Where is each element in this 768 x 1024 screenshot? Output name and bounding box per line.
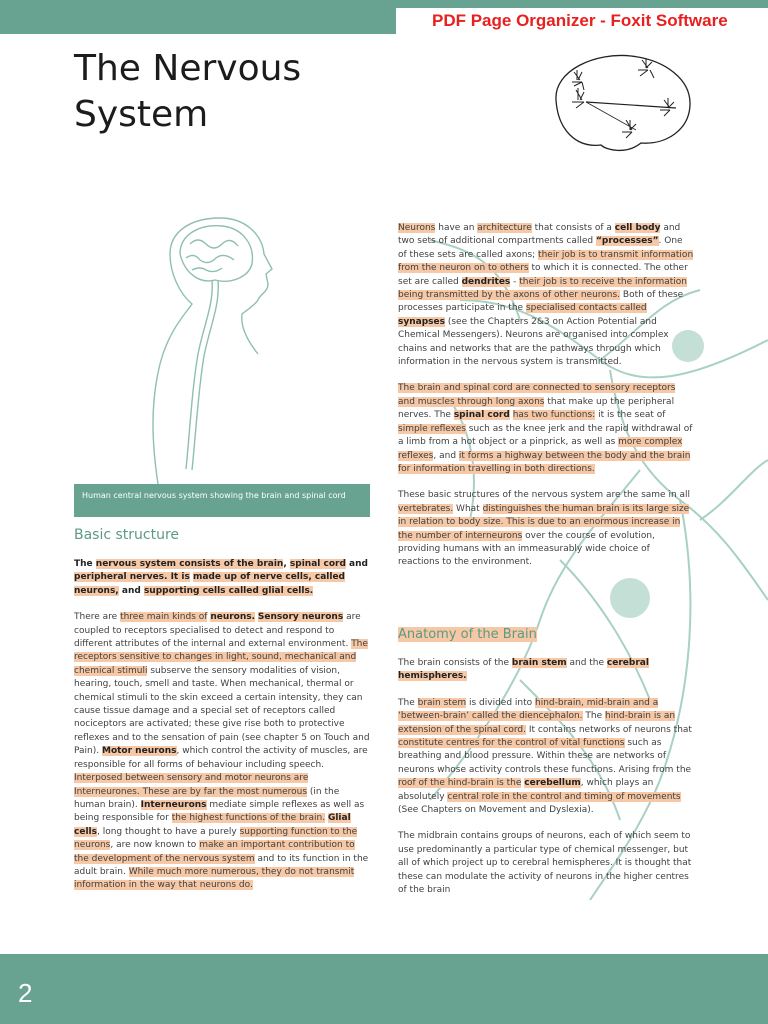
brain-neurons-icon [546,50,696,160]
figure-caption: Human central nervous system showing the brain and spinal cord [74,484,370,517]
text-run: brain stem [417,697,467,708]
text-run: The [398,697,418,708]
text-run: have an [435,223,478,233]
text-run: (See Chapters on Movement and Dyslexia). [398,805,594,816]
title-line-1: The Nervous [74,48,302,89]
text-run: hind-brain, mid-brain and a ‘between-brain’ called the diencephalon. [398,697,659,722]
text-run: Interneurons [140,799,207,810]
text-run: over the course of evolution, providing humans with an immeasurably wide choice of reactions to the environment. [398,530,655,568]
text-run: such as breathing and blood pressure. Within these are networks of neurons whose activity controls these functions. Arising from the [398,738,692,775]
text-run: The midbrain contains groups of neurons, each of which seem to use predominantly a particular type of chemical messenger, but all of which project up to cerebral hemispheres. It is thought that these can modulate the activity of neurons in the higher centres of the brain [398,831,692,896]
text-run: vertebrates. [398,503,454,514]
cell-dot-2 [610,578,650,618]
text-run: spinal cord [453,410,510,421]
heading-basic-structure: Basic structure [74,527,180,543]
text-run: to which it is connected. The other set are called [398,263,688,287]
text-run: The brain and spinal cord are connected to sensory receptors and muscles through long axons [398,383,676,407]
text-run: their job is to transmit information from the neuron on to others [398,249,694,274]
text-run: peripheral nerves. It is [74,572,190,583]
text-run: cerebellum [524,778,581,789]
text-run: Both of these processes participate in the [398,290,684,314]
text-run: cerebral hemispheres. [398,658,649,682]
text-run: , which plays an absolutely [398,778,654,802]
text-run: synapses [398,316,445,327]
right-paragraph-4 [398,657,694,684]
text-run: - [510,276,520,287]
text-run: , [283,559,290,569]
text-run: , are now known to [110,840,200,851]
text-run: Motor neurons [101,746,177,757]
right-paragraph-1 [398,222,694,369]
text-run: constitute centres for the control of vital functions [398,738,625,749]
right-column-top [398,222,694,583]
text-run: While much more numerous, they do not transmit information in the way that neurons do. [74,866,355,891]
top-bar [0,0,768,34]
text-run: , and [433,450,459,461]
text-run: specialised contacts called [525,303,647,314]
text-run: neurons. [210,612,256,623]
text-run: Sensory neurons [257,612,344,623]
text-run: . One of these sets are called axons; [398,236,683,260]
text-run: The brain consists of the [398,658,512,668]
text-run: , which control the activity of muscles, are responsible for all forms of behaviour including speech. [74,746,368,770]
text-run: that consists of a [531,223,615,233]
text-run: simple reflexes [398,423,466,434]
text-run: The receptors sensitive to changes in light, sound, mechanical and chemical stimuli [74,639,368,676]
title-line-2: System [74,94,209,135]
right-paragraph-5 [398,697,694,818]
text-run: supporting function to the neurons [74,826,358,851]
right-paragraph-6 [398,830,694,897]
text-run: nervous system consists of the brain [95,559,284,569]
text-run: make an important contribution to the development of the nervous system [74,840,355,864]
right-paragraph-2 [398,382,694,476]
text-run: it is the seat of [595,410,666,421]
left-paragraph-2 [74,611,370,893]
text-run: “processes” [596,236,659,247]
text-run: and the [566,658,607,668]
text-run: (see the Chapters 2&3 on Action Potential and Chemical Messengers). Neurons are organised into complex chains and networks that are the pathways through which information in the nervous system is transmitted. [398,316,669,368]
text-run: Interposed between sensory and motor neurons are Interneurones. These are by far the most numerous [74,773,309,797]
text-run: Neurons [398,223,436,233]
text-run: brain stem [511,658,567,668]
page-title [74,46,334,138]
text-run: has two functions: [512,410,596,421]
text-run: mediate simple reflexes as well as being responsible for [74,799,365,824]
text-run: more complex reflexes [398,437,683,461]
text-run: is divided into [466,697,536,708]
left-column [74,558,370,906]
text-run: , long thought to have a purely [96,826,240,837]
text-run: made up of nerve cells, called neurons, [74,572,345,596]
text-run: The [582,711,605,722]
text-run: The [74,559,96,569]
text-run: architecture [477,223,532,233]
text-run: It contains networks of neurons that [525,724,692,735]
text-run: three main kinds of [120,612,208,623]
text-run: and [345,559,368,569]
text-run: cell body [614,223,661,233]
text-run: dendrites [461,276,511,287]
text-run: supporting cells called glial cells. [143,585,314,596]
text-run: it forms a highway between the body and the brain for information travelling in both directions. [398,450,691,474]
text-run: distinguishes the human brain is its large size in relation to body size. This is due to an enormous increase in the number of interneurons [398,503,690,541]
text-run: (in the human brain). [74,786,340,810]
text-run: the highest functions of the brain. [171,813,326,824]
text-run: are coupled to receptors specialised to detect and respond to different attributes of the internal and external environment. [74,612,361,650]
text-run: What [453,503,483,514]
banner-text: PDF Page Organizer - Foxit Software [432,11,728,30]
text-run: There are [74,612,121,623]
text-run: roof of the hind-brain is the [398,778,522,789]
text-run: that make up the peripheral nerves. The [398,396,675,421]
text-run: and two sets of additional compartments called [398,223,681,247]
text-run: hind-brain is an extension of the spinal cord. [398,711,676,735]
human-cns-figure [140,214,290,484]
text-run: Glial cells [74,813,351,837]
text-run: and [118,585,144,596]
left-paragraph-1 [74,558,370,598]
right-paragraph-3 [398,489,694,569]
bottom-bar [0,954,768,1024]
text-run: These basic structures of the nervous system are the same in all [398,490,691,501]
foxit-banner [396,8,768,34]
text-run: and to its function in the adult brain. [74,853,369,877]
right-column-bottom [398,657,694,911]
text-run: spinal cord [289,559,346,569]
text-run: central role in the control and timing of movements [447,791,681,802]
text-run: subserve the sensory modalities of vision, hearing, touch, smell and taste. When mechanical, thermal or chemical stimuli to the skin exceed a certain intensity, they can cause tissue damage and a special set of receptors called nociceptors are activated; these give rise both to protective reflexes and to the sensation of pain (see chapter 5 on Touch and Pain). [74,665,370,757]
text-run: such as the knee jerk and the rapid withdrawal of a limb from a hot object or a pinprick, as well as [398,423,693,448]
text-run: their job is to receive the information being transmitted by the axons of other neurons. [398,276,687,301]
heading-anatomy: Anatomy of the Brain [398,627,537,642]
page-number: 2 [18,978,33,1008]
